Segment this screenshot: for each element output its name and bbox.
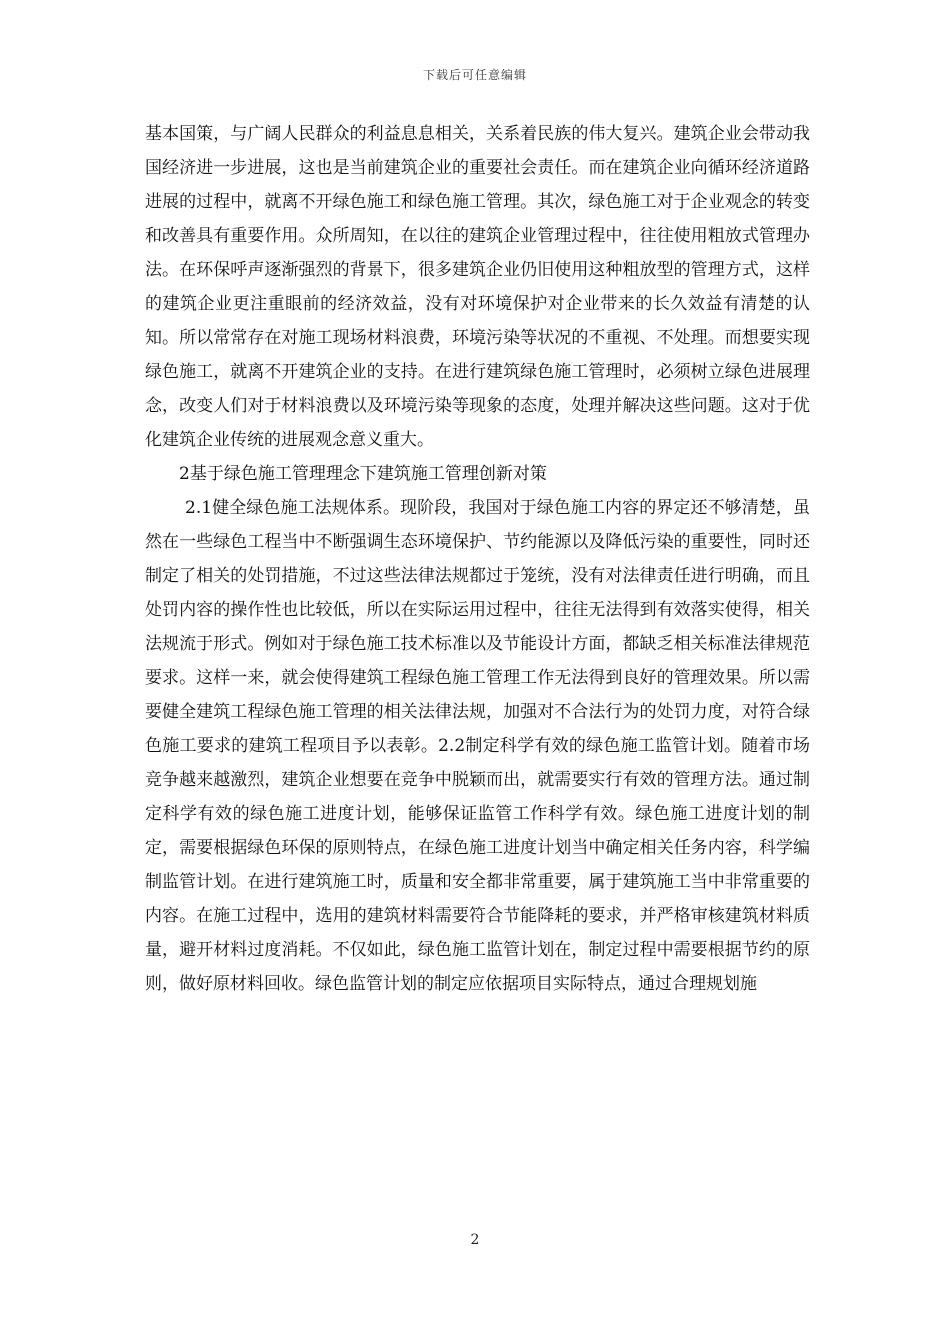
section-heading: 2基于绿色施工管理理念下建筑施工管理创新对策: [179, 464, 547, 484]
paragraph-continuation: 基本国策，与广阔人民群众的利益息息相关，关系着民族的伟大复兴。建筑企业会带动我国经济进一步进展，这也是当前建筑企业的重要社会责任。而在建筑企业向循环经济道路进展的过程中，就离不开绿色施工和绿色施工管理。其次，绿色施工对于企业观念的转变和改善具有重要作用。众所周知，在以往的建筑企业管理过程中，往往使用粗放式管理办法。在环保呼声逐渐强烈的背景下，很多建筑企业仍旧使用这种粗放型的管理方式，这样的建筑企业更注重眼前的经济效益，没有对环境保护对企业带来的长久效益有清楚的认知。所以常常存在对施工现场材料浪费，环境污染等状况的不重视、不处理。而想要实现绿色施工，就离不开建筑企业的支持。在进行建筑绿色施工管理时，必须树立绿色进展理念，改变人们对于材料浪费以及环境污染等现象的态度，处理并解决这些问题。这对于优化建筑企业传统的进展观念意义重大。: [145, 124, 810, 450]
page-header: 下载后可任意编辑: [422, 68, 527, 82]
document-body: [145, 117, 810, 1001]
page-number: 2: [470, 1232, 480, 1248]
paragraph-section-2-1: 2.1健全绿色施工法规体系。现阶段，我国对于绿色施工内容的界定还不够清楚，虽然在一些绿色工程当中不断强调生态环境保护、节约能源以及降低污染的重要性，同时还制定了相关的处罚措施，不过这些法律法规都过于笼统，没有对法律责任进行明确，而且处罚内容的操作性也比较低，所以在实际运用过程中，往往无法得到有效落实使得，相关法规流于形式。例如对于绿色施工技术标准以及节能设计方面，都缺乏相关标准法律规范要求。这样一来，就会使得建筑工程绿色施工管理工作无法得到良好的管理效果。所以需要健全建筑工程绿色施工管理的相关法律法规，加强对不合法行为的处罚力度，对符合绿色施工要求的建筑工程项目予以表彰。2.2制定科学有效的绿色施工监管计划。随着市场竞争越来越激烈，建筑企业想要在竞争中脱颖而出，就需要实行有效的管理方法。通过制定科学有效的绿色施工进度计划，能够保证监管工作科学有效。绿色施工进度计划的制定，需要根据绿色环保的原则特点，在绿色施工进度计划当中确定相关任务内容，科学编制监管计划。在进行建筑施工时，质量和安全都非常重要，属于建筑施工当中非常重要的内容。在施工过程中，选用的建筑材料需要符合节能降耗的要求，并严格审核建筑材料质量，避开材料过度消耗。不仅如此，绿色施工监管计划在，制定过程中需要根据节约的原则，做好原材料回收。绿色监管计划的制定应依据项目实际特点，通过合理规划施: [145, 498, 810, 994]
